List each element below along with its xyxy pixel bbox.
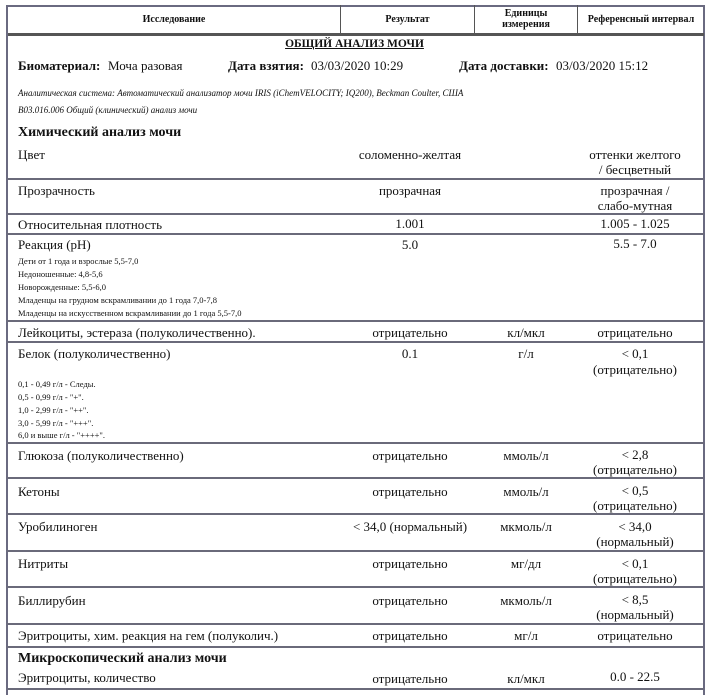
row-divider: [7, 341, 704, 343]
test-note: Младенцы на искусственном вскрамливании до 1 года 5,5-7,0: [18, 308, 242, 318]
collected-value: 03/03/2020 10:29: [311, 58, 404, 73]
row-divider: [7, 513, 704, 515]
test-units: мг/дл: [510, 556, 542, 571]
header-test: Исследование: [8, 5, 340, 36]
test-units: ммоль/л: [503, 484, 549, 499]
test-reference: < 0,1: [621, 556, 649, 571]
test-reference: / бесцветный: [598, 162, 672, 177]
test-result: 1.001: [395, 216, 425, 231]
test-result: отрицательно: [372, 484, 448, 499]
row-divider: [7, 646, 704, 648]
test-name: Нитриты: [18, 556, 69, 571]
report-title: ОБЩИЙ АНАЛИЗ МОЧИ: [285, 38, 424, 50]
service-code: B03.016.006 Общий (клинический) анализ мочи: [18, 105, 198, 115]
test-name: Глюкоза (полуколичественно): [18, 448, 184, 463]
test-note: 6,0 и выше г/л - "++++".: [18, 430, 106, 440]
test-units: кл/мкл: [507, 325, 545, 340]
test-reference: (отрицательно): [593, 462, 677, 477]
test-result: отрицательно: [372, 671, 448, 686]
test-result: отрицательно: [372, 593, 448, 608]
test-reference: < 34,0: [618, 519, 652, 534]
test-units: мкмоль/л: [500, 519, 552, 534]
test-result: < 34,0 (нормальный): [352, 519, 468, 534]
test-note: Недоношенные: 4,8-5,6: [18, 269, 103, 279]
test-units: ммоль/л: [503, 448, 549, 463]
test-reference: (отрицательно): [593, 498, 677, 513]
test-note: 1,0 - 2,99 г/л - "++".: [18, 405, 89, 415]
test-name: Уробилиноген: [18, 519, 98, 534]
test-reference: слабо-мутная: [597, 198, 673, 213]
row-divider: [7, 688, 704, 690]
test-reference: < 0,5: [621, 483, 649, 498]
test-result: отрицательно: [372, 325, 448, 340]
test-units: мкмоль/л: [500, 593, 552, 608]
row-divider: [7, 233, 704, 235]
row-divider: [7, 320, 704, 322]
delivered-value: 03/03/2020 15:12: [556, 58, 649, 73]
header-reference: Референсный интервал: [578, 5, 704, 36]
biomaterial-label: Биоматериал:: [18, 58, 101, 73]
test-units: мг/л: [514, 628, 538, 643]
header-result: Результат: [341, 5, 474, 36]
row-divider: [7, 477, 704, 479]
test-note: Младенцы на грудном вскрамливании до 1 года 7,0-7,8: [18, 295, 218, 305]
row-divider: [7, 178, 704, 180]
test-reference: < 8,5: [621, 592, 649, 607]
test-note: Дети от 1 года и взрослые 5,5-7,0: [18, 256, 139, 266]
test-reference: (отрицательно): [593, 362, 677, 377]
section-chemical: Химический анализ мочи: [18, 125, 182, 140]
biomaterial-value: Моча разовая: [108, 58, 183, 73]
test-name: Биллирубин: [18, 593, 86, 608]
row-divider: [7, 550, 704, 552]
test-reference: < 0,1: [621, 346, 649, 361]
test-reference: отрицательно: [597, 325, 673, 340]
test-reference: 5.5 - 7.0: [613, 236, 657, 251]
test-reference: прозрачная /: [600, 183, 670, 198]
test-name: Относительная плотность: [18, 217, 163, 232]
test-units: кл/мкл: [507, 671, 545, 686]
test-result: 0.1: [401, 346, 419, 361]
test-note: 0,1 - 0,49 г/л - Следы.: [18, 379, 96, 389]
test-name: Белок (полуколичественно): [18, 346, 171, 361]
row-divider: [7, 442, 704, 444]
test-note: 0,5 - 0,99 г/л - "+".: [18, 392, 84, 402]
test-reference: (нормальный): [596, 534, 674, 549]
test-note: 3,0 - 5,99 г/л - "+++".: [18, 418, 94, 428]
header-units: Единицы измерения: [475, 5, 577, 36]
test-name: Лейкоциты, эстераза (полуколичественно).: [18, 325, 256, 340]
test-reference: 1.005 - 1.025: [600, 216, 670, 231]
delivered-label: Дата доставки:: [459, 58, 549, 73]
test-result: отрицательно: [372, 448, 448, 463]
test-reference: оттенки желтого: [589, 147, 681, 162]
test-result: прозрачная: [378, 183, 442, 198]
section-microscopic: Микроскопический анализ мочи: [18, 651, 227, 666]
test-name: Прозрачность: [18, 183, 95, 198]
test-reference: отрицательно: [597, 628, 673, 643]
test-name: Кетоны: [18, 484, 60, 499]
test-reference: < 2,8: [621, 447, 649, 462]
test-reference: 0.0 - 22.5: [610, 669, 660, 684]
test-name: Реакция (pH): [18, 237, 91, 252]
test-result: отрицательно: [372, 556, 448, 571]
test-reference: (нормальный): [596, 607, 674, 622]
row-divider: [7, 586, 704, 588]
collected-label: Дата взятия:: [228, 58, 304, 73]
test-name: Цвет: [18, 147, 45, 162]
test-name: Эритроциты, хим. реакция на гем (полуколич.): [18, 628, 279, 643]
row-divider: [7, 623, 704, 625]
test-result: отрицательно: [372, 628, 448, 643]
test-name: Эритроциты, количество: [18, 670, 156, 685]
row-divider: [7, 213, 704, 215]
analytic-system: Аналитическая система: Автоматический анализатор мочи IRIS (iChemVELOCITY; IQ200), Beckman Coulter, США: [18, 88, 464, 98]
test-result: соломенно-желтая: [358, 147, 462, 162]
test-units: г/л: [518, 346, 534, 361]
test-reference: (отрицательно): [593, 571, 677, 586]
test-result: 5.0: [401, 237, 419, 252]
test-note: Новорожденные: 5,5-6,0: [18, 282, 107, 292]
